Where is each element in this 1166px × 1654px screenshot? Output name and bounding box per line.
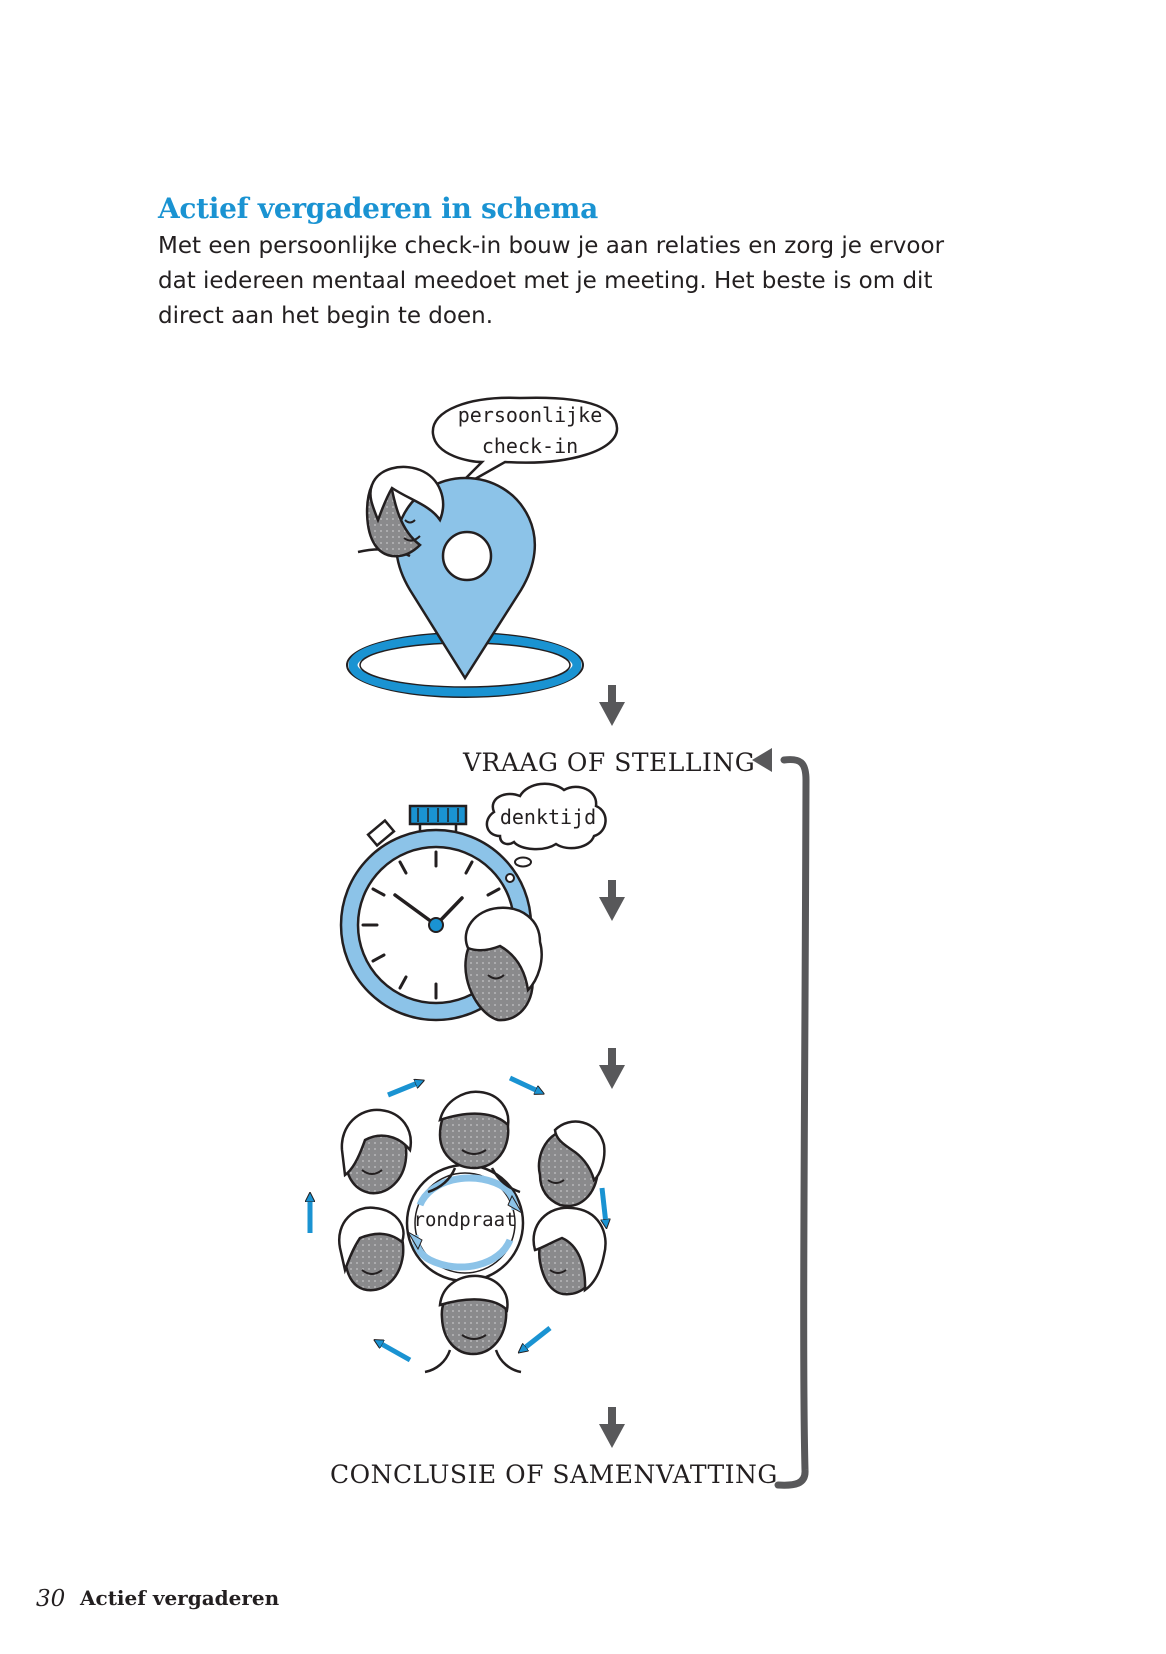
intro-line: direct aan het begin te doen. — [158, 303, 494, 329]
down-arrow — [599, 1048, 625, 1089]
down-arrow — [599, 880, 625, 921]
down-arrow — [599, 685, 625, 726]
intro-line: dat iedereen mentaal meedoet met je meeting. Het beste is om dit — [158, 268, 933, 294]
person-avatar-thinking — [465, 908, 541, 1020]
round-label: rondpraat — [413, 1209, 517, 1231]
step-conclusion-label: CONCLUSIE OF SAMENVATTING — [330, 1460, 778, 1489]
person-avatar-left — [339, 1208, 403, 1291]
checkin-bubble-text — [445, 400, 615, 462]
person-avatar-right — [534, 1208, 606, 1294]
footer-section-title: Actief vergaderen — [80, 1586, 280, 1610]
page-number: 30 — [36, 1586, 66, 1612]
person-avatar-upper-left — [342, 1110, 411, 1193]
person-avatar-bottom — [425, 1276, 521, 1372]
person-avatar-upper-right — [539, 1122, 604, 1206]
loop-back-arrow — [752, 748, 806, 1485]
thought-bubble-text: denktijd — [499, 805, 597, 829]
step-question-label: VRAAG OF STELLING — [463, 748, 756, 777]
down-arrow — [599, 1407, 625, 1448]
checkin-bubble-line: check-in — [481, 434, 579, 458]
checkin-bubble-line: persoonlijke — [457, 403, 603, 427]
intro-line: Met een persoonlijke check-in bouw je aan relaties en zorg je ervoor — [158, 233, 945, 259]
page-heading: Actief vergaderen in schema — [158, 192, 598, 225]
